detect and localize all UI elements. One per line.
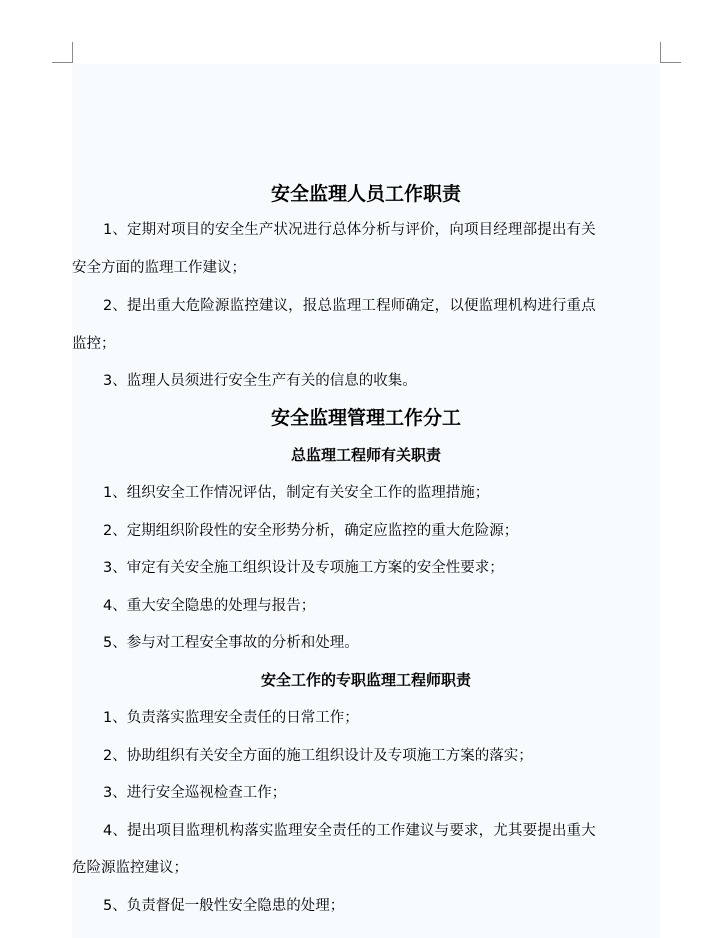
section-title: 安全监理管理工作分工 bbox=[270, 407, 461, 429]
chief-item-3: 3、审定有关安全施工组织设计及专项施工方案的安全性要求； bbox=[103, 560, 504, 576]
safety-item-4-line-1: 4、提出项目监理机构落实监理安全责任的工作建议与要求，尤其要提出重大 bbox=[103, 823, 596, 839]
intro-item-2-line-2: 监控； bbox=[72, 336, 116, 352]
intro-item-1-line-2: 安全方面的监理工作建议； bbox=[72, 260, 246, 276]
chief-item-2: 2、定期组织阶段性的安全形势分析，确定应监控的重大危险源； bbox=[103, 523, 519, 539]
intro-item-1-line-1: 1、定期对项目的安全生产状况进行总体分析与评价，向项目经理部提出有关 bbox=[103, 222, 596, 238]
intro-item-2-line-1: 2、提出重大危险源监控建议，报总监理工程师确定，以便监理机构进行重点 bbox=[103, 298, 596, 314]
safety-item-3: 3、进行安全巡视检查工作； bbox=[103, 785, 287, 801]
top-right-margin-mark bbox=[660, 42, 681, 63]
chief-item-5: 5、参与对工程安全事故的分析和处理。 bbox=[103, 635, 359, 651]
safety-item-4-line-2: 危险源监控建议； bbox=[72, 860, 188, 876]
chief-item-1: 1、组织安全工作情况评估，制定有关安全工作的监理措施； bbox=[103, 485, 490, 501]
chief-engineer-heading: 总监理工程师有关职责 bbox=[290, 446, 441, 464]
document-title: 安全监理人员工作职责 bbox=[270, 183, 461, 205]
safety-item-5: 5、负责督促一般性安全隐患的处理； bbox=[103, 898, 345, 914]
intro-item-3: 3、监理人员须进行安全生产有关的信息的收集。 bbox=[103, 373, 417, 389]
safety-engineer-heading: 安全工作的专职监理工程师职责 bbox=[260, 671, 471, 689]
chief-item-4: 4、重大安全隐患的处理与报告； bbox=[103, 598, 316, 614]
safety-item-2: 2、协助组织有关安全方面的施工组织设计及专项施工方案的落实； bbox=[103, 748, 533, 764]
safety-item-1: 1、负责落实监理安全责任的日常工作； bbox=[103, 710, 359, 726]
top-left-margin-mark bbox=[52, 42, 73, 63]
